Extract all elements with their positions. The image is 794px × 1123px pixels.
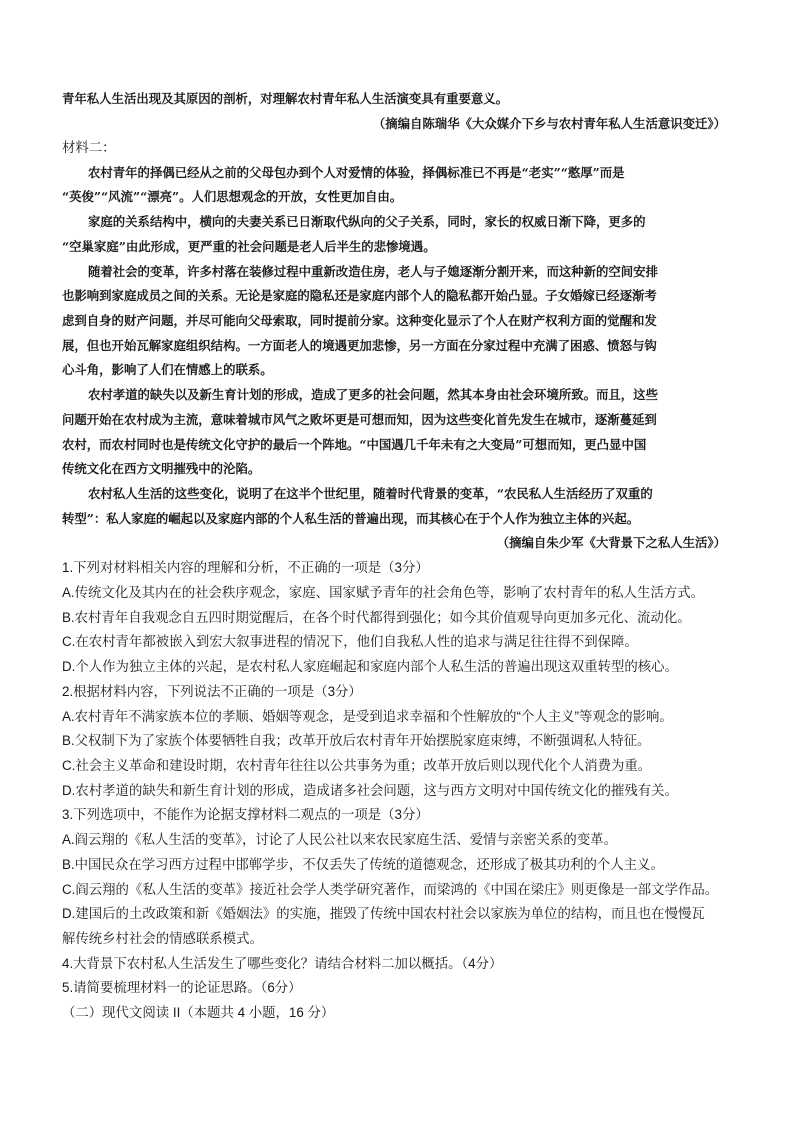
question-2-option-a: A.农村青年不满家族本位的孝顺、婚姻等观念，是受到追求幸福和个性解放的“个人主义”等观念的影响。: [62, 709, 673, 724]
question-1-option-a: A.传统文化及其内在的社会秩序观念，家庭、国家赋予青年的社会角色等，影响了农村青年的私人生活方式。: [62, 585, 705, 600]
material1-citation: （摘编自陈瑞华《大众媒介下乡与农村青年私人生活意识变迁》）: [372, 116, 726, 131]
question-2-option-b: B.父权制下为了家族个体要牺牲自我；改革开放后农村青年开始摆脱家庭束缚，不断强调私人特征。: [62, 733, 651, 748]
material2-p3-line3: 虑到自身的财产问题，并尽可能向父母索取，同时提前分家。这种变化显示了个人在财产权利方面的觉醒和发: [62, 313, 657, 328]
material2-p3-line5: 心斗角，影响了人们在情感上的联系。: [62, 362, 273, 377]
section-2-heading: （二）现代文阅读 II（本题共 4 小题，16 分）: [62, 1005, 335, 1020]
question-3-option-b: B.中国民众在学习西方过程中邯郸学步，不仅丢失了传统的道德观念，还形成了极其功利的个人主义。: [62, 857, 664, 872]
material2-p4-line4: 传统文化在西方文明摧残中的沦陷。: [62, 461, 261, 476]
material2-p5-line1: 农村私人生活的这些变化，说明了在这半个世纪里，随着时代背景的变革，“农民私人生活经历了双重的: [88, 486, 653, 501]
material2-p3-line2: 也影响到家庭成员之间的关系。无论是家庭的隐私还是家庭内部个人的隐私都开始凸显。子女婚嫁已经逐渐考: [62, 288, 657, 303]
question-1-option-b: B.农村青年自我观念自五四时期觉醒后，在各个时代都得到强化；如今其价值观导向更加多元化、流动化。: [62, 610, 691, 625]
question-4: 4.大背景下农村私人生活发生了哪些变化？请结合材料二加以概括。（4分）: [62, 956, 503, 971]
material2-p2-line1: 家庭的关系结构中，横向的夫妻关系已日渐取代纵向的父子关系，同时，家长的权威日渐下降，更多的: [88, 214, 646, 229]
material2-citation: （摘编自朱少军《大背景下之私人生活》）: [496, 535, 726, 550]
question-5: 5.请简要梳理材料一的论证思路。（6分）: [62, 980, 302, 995]
material2-p5-line2: 转型”：私人家庭的崛起以及家庭内部的个人私生活的普遍出现，而其核心在于个人作为独立主体的兴起。: [62, 511, 640, 526]
material2-p3-line4: 展，但也开始瓦解家庭组织结构。一方面老人的境遇更加悲惨，另一方面在分家过程中充满了困惑、愤怒与钩: [62, 338, 657, 353]
question-1-stem: 1.下列对材料相关内容的理解和分析，不正确的一项是（3分）: [62, 560, 429, 575]
question-2-stem: 2.根据材料内容，下列说法不正确的一项是（3分）: [62, 684, 362, 699]
material2-p1-line2: “英俊”“风流”“漂亮”。人们思想观念的开放，女性更加自由。: [62, 189, 403, 204]
material2-heading: 材料二：: [62, 140, 116, 155]
question-3-option-d-line1: D.建国后的土改政策和新《婚姻法》的实施，摧毁了传统中国农村社会以家族为单位的结构，而且也在慢慢瓦: [62, 906, 705, 921]
question-2-option-c: C.社会主义革命和建设时期，农村青年往往以公共事务为重；改革开放后则以现代化个人消费为重。: [62, 758, 652, 773]
question-3-stem: 3.下列选项中，不能作为论据支撑材料二观点的一项是（3分）: [62, 807, 429, 822]
material2-p4-line3: 农村，而农村同时也是传统文化守护的最后一个阵地。“中国遇几千年未有之大变局”可想而知，更凸显中国: [62, 437, 647, 452]
material2-p3-line1: 随着社会的变革，许多村落在装修过程中重新改造住房，老人与子媳逐渐分割开来，而这种新的空间安排: [88, 264, 658, 279]
question-1-option-c: C.在农村青年都被嵌入到宏大叙事进程的情况下，他们自我私人性的追求与满足往往得不到保障。: [62, 634, 638, 649]
material2-p4-line1: 农村孝道的缺失以及新生育计划的形成，造成了更多的社会问题，然其本身由社会环境所致。而且，这些: [88, 387, 658, 402]
material2-p1-line1: 农村青年的择偶已经从之前的父母包办到个人对爱情的体验，择偶标准已不再是“老实”“憨厚”而是: [88, 165, 625, 180]
question-3-option-c: C.阎云翔的《私人生活的变革》接近社会学人类学研究著作，而梁鸿的《中国在梁庄》则更像是一部文学作品。: [62, 882, 719, 897]
material2-p4-line2: 问题开始在农村成为主流，意味着城市风气之败坏更是可想而知，因为这些变化首先发生在城市，逐渐蔓延到: [62, 412, 657, 427]
question-3-option-a: A.阎云翔的《私人生活的变革》，讨论了人民公社以来农民家庭生活、爱情与亲密关系的变革。: [62, 832, 617, 847]
material2-p2-line2: “空巢家庭”由此形成，更严重的社会问题是老人后半生的悲惨境遇。: [62, 239, 436, 254]
question-1-option-d: D.个人作为独立主体的兴起，是农村私人家庭崛起和家庭内部个人私生活的普遍出现这双重转型的核心。: [62, 659, 678, 674]
question-3-option-d-line2: 解传统乡村社会的情感联系模式。: [62, 931, 263, 946]
material1-tail-text: 青年私人生活出现及其原因的剖析，对理解农村青年私人生活演变具有重要意义。: [62, 91, 509, 106]
question-2-option-d: D.农村孝道的缺失和新生育计划的形成，造成诸多社会问题，这与西方文明对中国传统文化的摧残有关。: [62, 783, 678, 798]
